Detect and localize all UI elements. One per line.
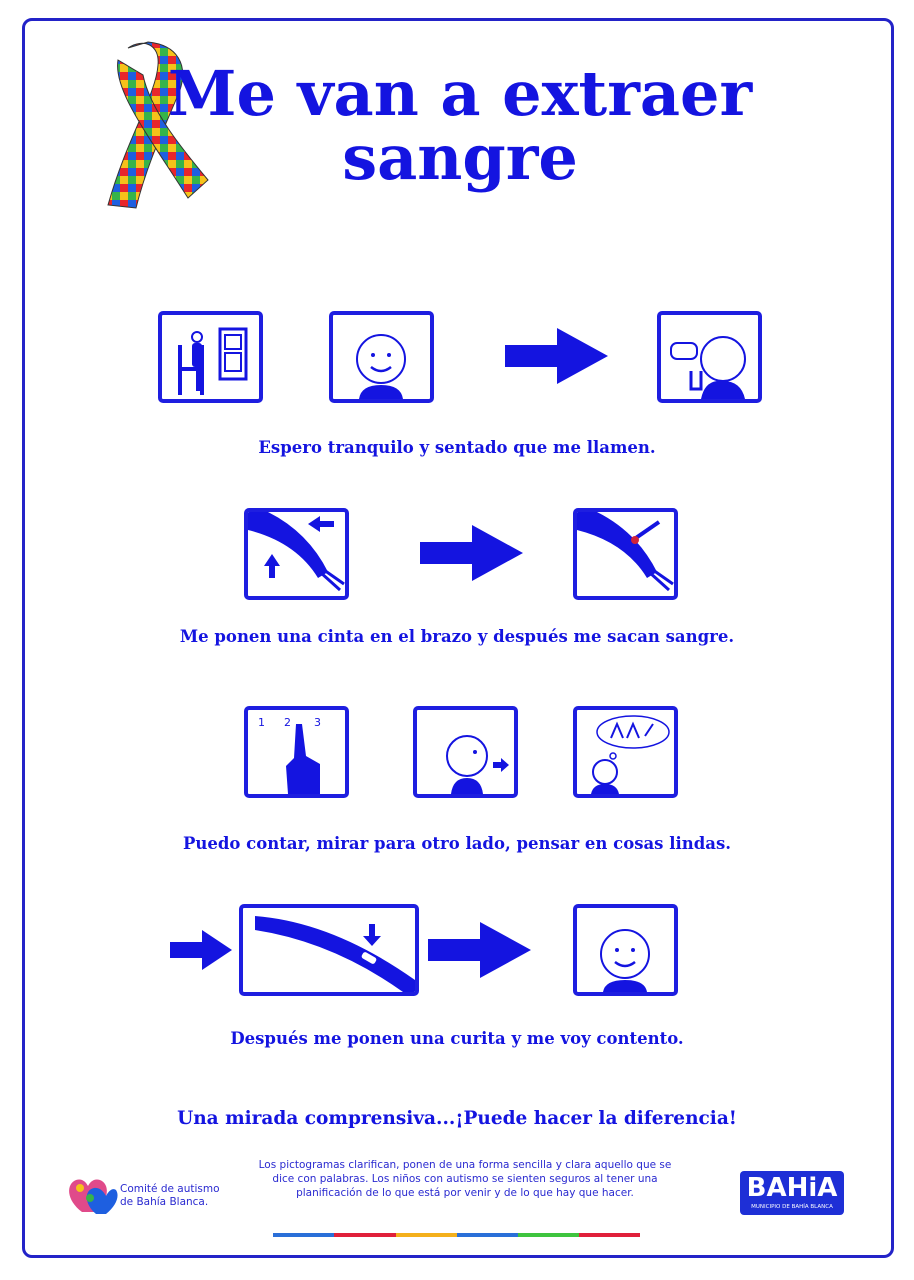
pictogram-tourniquet-arm bbox=[244, 508, 349, 600]
stripe-segment bbox=[273, 1233, 334, 1237]
logo-word: BAHiA bbox=[746, 1173, 838, 1203]
title-line-1: Me van a extraer bbox=[167, 57, 753, 130]
arrow-right-icon bbox=[420, 525, 523, 581]
stripe-segment bbox=[396, 1233, 457, 1237]
count-number-3: 3 bbox=[314, 716, 321, 729]
pictogram-being-called bbox=[657, 311, 762, 403]
title-line-2: sangre bbox=[342, 121, 578, 194]
footer-note: Los pictogramas clarifican, ponen de una forma sencilla y clara aquello que se dice con palabras. Los niños con autismo se sienten seguros al tener una planificación de lo que está por venir y de lo que hay que hacer. bbox=[258, 1159, 672, 1199]
arrow-right-icon bbox=[505, 328, 608, 384]
pictogram-waiting-seated bbox=[158, 311, 263, 403]
stripe-segment bbox=[518, 1233, 579, 1237]
stripe-segment bbox=[334, 1233, 396, 1237]
pictogram-happy-face bbox=[573, 904, 678, 996]
count-number-1: 1 bbox=[258, 716, 265, 729]
pictogram-think-nice-things bbox=[573, 706, 678, 798]
step-caption-3: Puedo contar, mirar para otro lado, pensar en cosas lindas. bbox=[182, 834, 732, 853]
slogan: Una mirada comprensiva...¡Puede hacer la diferencia! bbox=[177, 1108, 737, 1129]
step-caption-4: Después me ponen una curita y me voy contento. bbox=[230, 1029, 684, 1048]
stripe-segment bbox=[579, 1233, 640, 1237]
committee-name bbox=[120, 1183, 220, 1209]
pictogram-blood-draw bbox=[573, 508, 678, 600]
bahia-logo bbox=[740, 1171, 844, 1215]
committee-line-1: Comité de autismo bbox=[120, 1183, 220, 1195]
step-caption-2: Me ponen una cinta en el brazo y después me sacan sangre. bbox=[179, 627, 735, 646]
pictogram-look-away bbox=[413, 706, 518, 798]
arrow-right-icon bbox=[428, 922, 531, 978]
stripe-segment bbox=[457, 1233, 518, 1237]
pictogram-counting bbox=[244, 706, 349, 798]
step-caption-1: Espero tranquilo y sentado que me llamen. bbox=[258, 438, 656, 457]
pictogram-calm-face bbox=[329, 311, 434, 403]
arrow-right-icon bbox=[170, 930, 232, 970]
heart-puzzle-icon bbox=[66, 1172, 118, 1216]
committee-line-2: de Bahía Blanca. bbox=[120, 1196, 209, 1208]
logo-subtitle: MUNICIPIO DE BAHÍA BLANCA bbox=[751, 1204, 833, 1210]
pictogram-bandage-arm bbox=[239, 904, 419, 996]
page-title bbox=[150, 57, 770, 194]
count-number-2: 2 bbox=[284, 716, 291, 729]
